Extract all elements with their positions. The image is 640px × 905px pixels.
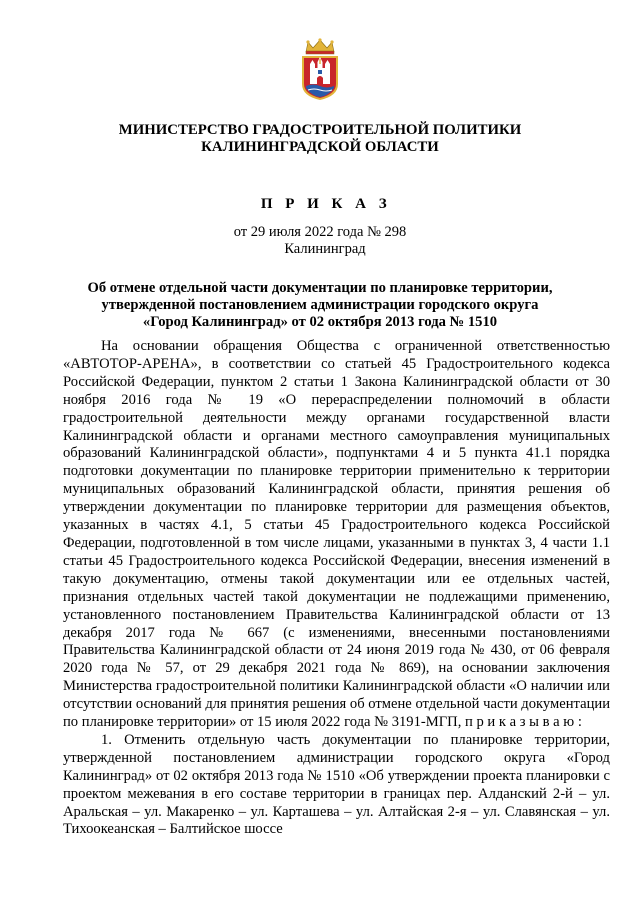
subject-line-3: «Город Калининград» от 02 октября 2013 года № 1510 <box>142 314 498 330</box>
ministry-line-1: МИНИСТЕРСТВО ГРАДОСТРОИТЕЛЬНОЙ ПОЛИТИКИ <box>118 122 522 138</box>
kaliningrad-coat-of-arms-icon <box>298 38 342 102</box>
ministry-line-2: КАЛИНИНГРАДСКОЙ ОБЛАСТИ <box>201 139 439 155</box>
ministry-name <box>0 122 640 156</box>
order-subject <box>60 280 580 331</box>
order-body <box>63 338 610 839</box>
subject-line-2: утвержденной постановлением администрации городского округа <box>101 297 539 313</box>
body-paragraph-2: 1. Отменить отдельную часть документации по планировке территории, утвержденной постановлением администрации городского округа «Город Калининград» от 02 октября 2013 года № 1510 «Об утверждении проекта планировки с проектом межевания в его составе территории в границах пер. Алданский 2-й – ул. Аральская – ул. Макаренко – ул. Карташева – ул. Алтайская 2-я – ул. Славянская – ул. Тихоокеанская – Балтийское шоссе <box>63 731 610 838</box>
order-meta <box>0 224 640 258</box>
subject-line-1: Об отмене отдельной части документации по планировке территории, <box>87 280 553 296</box>
order-title: П Р И К А З <box>260 196 392 212</box>
body-paragraph-1: На основании обращения Общества с ограниченной ответственностью «АВТОТОР-АРЕНА», в соответствии со статьей 45 Градостроительного кодекса Российской Федерации, пунктом 2 статьи 1 Закона Калининградской области от 30 ноября 2016 года № 19 «О перераспределении полномочий в области градостроительной деятельности между органами государственной власти Калининградской области и органами местного самоуправления муниципальных образований Калининградской области», подпунктами 4 и 5 пункта 41.1 порядка подготовки документации по планировке территории применительно к территории муниципальных образований Калининградской области, принятия решения об утверждении документации по планировке территории для размещения объектов, указанных в частях 4.1, 5 статьи 45 Градостроительного кодекса Российской Федерации, подготовленной в том числе лицами, указанными в пунктах 3, 4 части 1.1 статьи 45 Градостроительного кодекса Российской Федерации, внесения изменений в такую документацию, отмены такой документации или ее отдельных частей, признания отдельных частей такой документации не подлежащими применению, установленного постановлением Правительства Калининградской области от 13 декабря 2017 года № 667 (с изменениями, внесенными постановлениями Правительства Калининградской области от 24 июня 2019 года № 430, от 06 февраля 2020 года № 57, от 29 декабря 2021 года № 869), на основании заключения Министерства градостроительной политики Калининградской области «О наличии или отсутствии оснований для принятия решения об отмене отдельной части документации по планировке территории» от 15 июля 2022 года № 3191-МГП, п р и к а з ы в а ю : <box>63 338 610 731</box>
order-city: Калининград <box>284 241 366 257</box>
order-date-number: от 29 июля 2022 года № 298 <box>233 224 407 240</box>
